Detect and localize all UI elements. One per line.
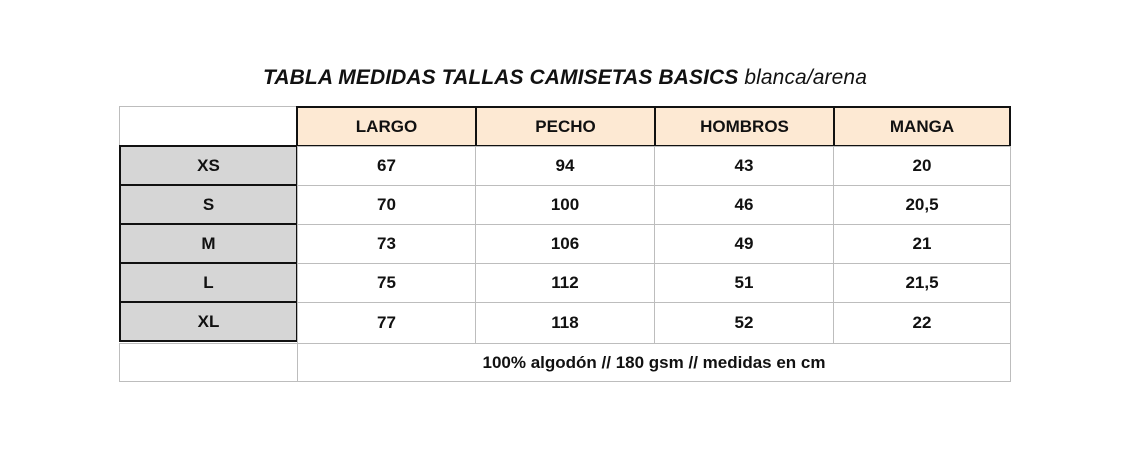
column-header-manga: MANGA <box>833 106 1011 147</box>
cell-l-hombros: 51 <box>654 263 834 303</box>
cell-xl-largo: 77 <box>297 302 476 344</box>
cell-s-hombros: 46 <box>654 185 834 225</box>
cell-l-largo: 75 <box>297 263 476 303</box>
size-label-xl: XL <box>119 301 298 342</box>
footer-note: 100% algodón // 180 gsm // medidas en cm <box>297 343 1011 382</box>
cell-xs-hombros: 43 <box>654 146 834 186</box>
corner-cell <box>119 106 298 147</box>
cell-xs-largo: 67 <box>297 146 476 186</box>
size-label-s: S <box>119 184 298 225</box>
column-header-largo: LARGO <box>296 106 477 147</box>
cell-m-largo: 73 <box>297 224 476 264</box>
title-main: TABLA MEDIDAS TALLAS CAMISETAS BASICS <box>263 66 739 89</box>
cell-l-manga: 21,5 <box>833 263 1011 303</box>
size-chart-table <box>119 106 1011 382</box>
cell-m-hombros: 49 <box>654 224 834 264</box>
cell-xs-manga: 20 <box>833 146 1011 186</box>
cell-xl-pecho: 118 <box>475 302 655 344</box>
column-header-pecho: PECHO <box>475 106 656 147</box>
title-sub: blanca/arena <box>744 66 867 89</box>
cell-xl-hombros: 52 <box>654 302 834 344</box>
cell-m-manga: 21 <box>833 224 1011 264</box>
cell-m-pecho: 106 <box>475 224 655 264</box>
size-label-l: L <box>119 262 298 303</box>
size-label-m: M <box>119 223 298 264</box>
cell-s-pecho: 100 <box>475 185 655 225</box>
size-label-xs: XS <box>119 145 298 186</box>
cell-xl-manga: 22 <box>833 302 1011 344</box>
cell-l-pecho: 112 <box>475 263 655 303</box>
cell-s-manga: 20,5 <box>833 185 1011 225</box>
column-header-hombros: HOMBROS <box>654 106 835 147</box>
cell-xs-pecho: 94 <box>475 146 655 186</box>
footer-empty-cell <box>119 343 298 382</box>
cell-s-largo: 70 <box>297 185 476 225</box>
table-title <box>0 66 1130 90</box>
